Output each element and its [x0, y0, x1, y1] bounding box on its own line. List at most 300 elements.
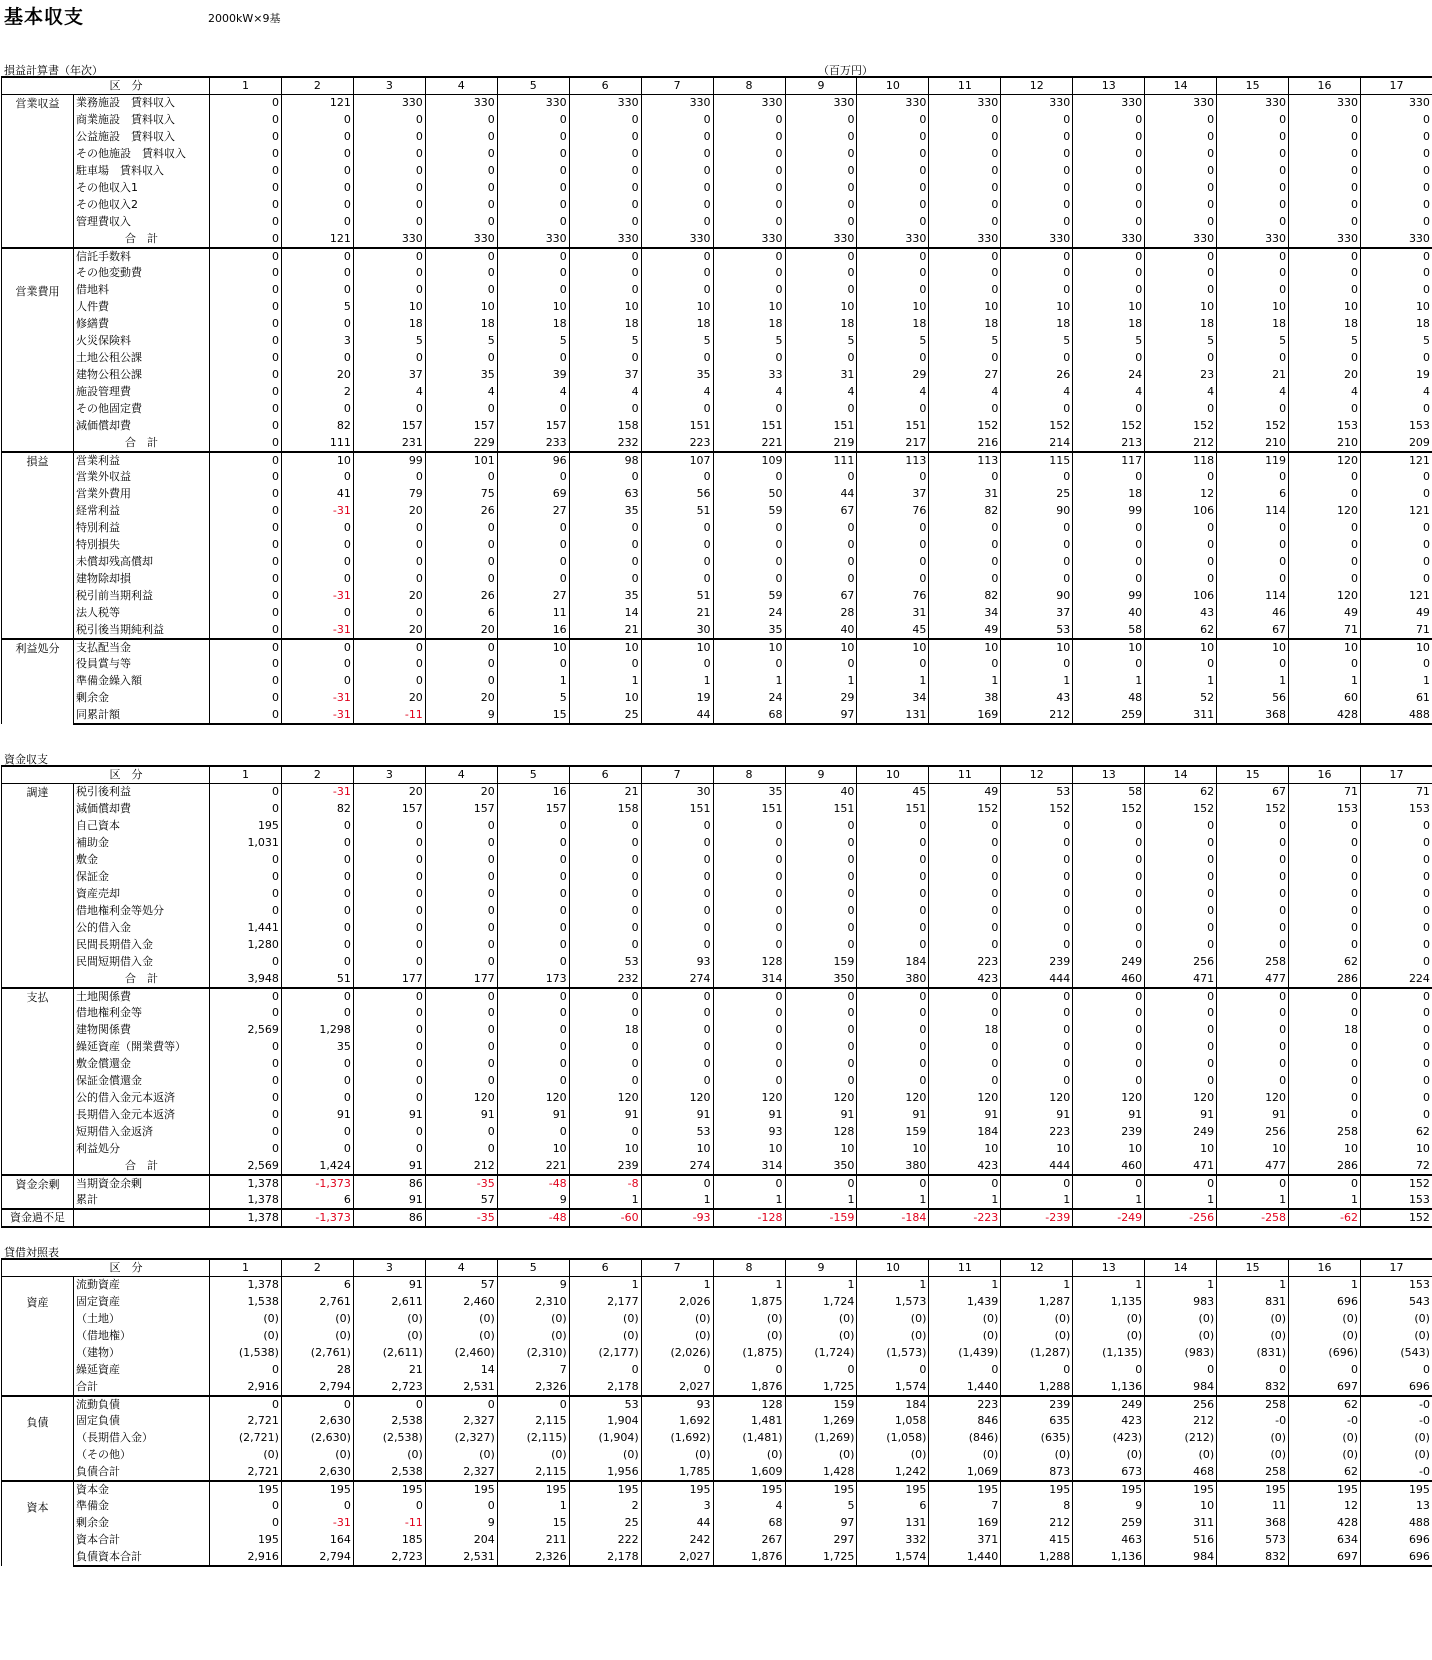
value-cell: 1,609	[713, 1464, 785, 1481]
value-cell: -1,373	[281, 1209, 353, 1227]
value-cell: 30	[641, 784, 713, 801]
value-cell: 0	[281, 112, 353, 129]
value-cell: 0	[929, 571, 1001, 588]
value-cell: 0	[210, 180, 282, 197]
value-cell: 0	[210, 1039, 282, 1056]
table-row	[2, 1498, 1432, 1515]
value-cell: 0	[713, 1039, 785, 1056]
value-cell: 20	[353, 622, 425, 639]
value-cell: 0	[497, 282, 569, 299]
value-cell: 444	[1001, 971, 1073, 988]
value-cell: 0	[425, 401, 497, 418]
value-cell: (2,310)	[497, 1345, 569, 1362]
value-cell: 56	[641, 486, 713, 503]
value-cell: 13	[1361, 1498, 1432, 1515]
value-cell: 20	[1289, 367, 1361, 384]
value-cell: 1	[713, 1192, 785, 1209]
value-cell: 0	[210, 452, 282, 469]
value-cell: 153	[1361, 1277, 1432, 1294]
table-row	[2, 384, 1432, 401]
value-cell: 0	[281, 903, 353, 920]
value-cell: 0	[1361, 1056, 1432, 1073]
row-label: 営業外収益	[74, 469, 210, 486]
row-label: 自己資本	[74, 818, 210, 835]
value-cell: 0	[1217, 129, 1289, 146]
value-cell: 82	[281, 418, 353, 435]
table-row	[2, 937, 1432, 954]
value-cell: 0	[641, 520, 713, 537]
value-cell: 239	[569, 1158, 641, 1175]
value-cell: 0	[1073, 1022, 1145, 1039]
value-cell: 0	[1073, 248, 1145, 265]
value-cell: -31	[281, 503, 353, 520]
table-row	[2, 1413, 1432, 1430]
value-cell: 0	[281, 248, 353, 265]
value-cell: 0	[785, 146, 857, 163]
value-cell: 0	[785, 656, 857, 673]
value-cell: 0	[425, 520, 497, 537]
value-cell: 0	[1073, 1056, 1145, 1073]
row-label: 合計	[74, 1379, 210, 1396]
year-header: 4	[425, 1259, 497, 1277]
value-cell: (696)	[1289, 1345, 1361, 1362]
value-cell: 0	[713, 554, 785, 571]
value-cell: 0	[1217, 656, 1289, 673]
value-cell: 212	[1001, 1515, 1073, 1532]
value-cell: 20	[425, 690, 497, 707]
value-cell: 21	[353, 1362, 425, 1379]
value-cell: 195	[857, 1481, 929, 1498]
value-cell: 34	[857, 690, 929, 707]
value-cell: (0)	[281, 1328, 353, 1345]
value-cell: 0	[353, 937, 425, 954]
value-cell: 0	[1073, 988, 1145, 1005]
value-cell: 195	[1073, 1481, 1145, 1498]
value-cell: 0	[1073, 1005, 1145, 1022]
value-cell: 1,574	[857, 1379, 929, 1396]
value-cell: 0	[641, 129, 713, 146]
value-cell: 2,027	[641, 1549, 713, 1566]
value-cell: 0	[1073, 937, 1145, 954]
value-cell: 831	[1217, 1294, 1289, 1311]
value-cell: 10	[1145, 299, 1217, 316]
value-cell: 4	[1361, 384, 1432, 401]
profit-loss-table	[1, 76, 1432, 725]
value-cell: 0	[857, 146, 929, 163]
value-cell: 0	[713, 520, 785, 537]
value-cell: 151	[785, 801, 857, 818]
value-cell: 195	[210, 1481, 282, 1498]
table-row	[2, 1481, 1432, 1498]
value-cell: 1,135	[1073, 1294, 1145, 1311]
value-cell: 5	[569, 333, 641, 350]
value-cell: 0	[569, 197, 641, 214]
value-cell: 0	[785, 835, 857, 852]
value-cell: 311	[1145, 1515, 1217, 1532]
value-cell: 0	[641, 988, 713, 1005]
value-cell: 0	[1145, 1073, 1217, 1090]
value-cell: 0	[785, 920, 857, 937]
value-cell: 113	[929, 452, 1001, 469]
value-cell: 0	[641, 571, 713, 588]
value-cell: 26	[425, 588, 497, 605]
value-cell: 61	[1361, 690, 1432, 707]
value-cell: 152	[1073, 418, 1145, 435]
value-cell: 0	[497, 869, 569, 886]
value-cell: 153	[1361, 418, 1432, 435]
value-cell: 0	[1361, 937, 1432, 954]
value-cell: 330	[1001, 231, 1073, 248]
value-cell: -35	[425, 1175, 497, 1192]
value-cell: 0	[1001, 163, 1073, 180]
value-cell: 0	[210, 316, 282, 333]
table-row	[2, 588, 1432, 605]
value-cell: 1,280	[210, 937, 282, 954]
value-cell: 91	[785, 1107, 857, 1124]
value-cell: 10	[1001, 299, 1073, 316]
value-cell: 93	[641, 954, 713, 971]
value-cell: 444	[1001, 1158, 1073, 1175]
row-label: 公益施設 賃料収入	[74, 129, 210, 146]
value-cell: 195	[1001, 1481, 1073, 1498]
value-cell: 0	[569, 818, 641, 835]
value-cell: 634	[1289, 1532, 1361, 1549]
value-cell: 0	[641, 1005, 713, 1022]
value-cell: 0	[641, 886, 713, 903]
value-cell: 330	[929, 95, 1001, 112]
value-cell: 2,723	[353, 1549, 425, 1566]
value-cell: 0	[425, 265, 497, 282]
balance-sheet-section-title: 貸借対照表	[4, 1246, 59, 1259]
value-cell: 0	[569, 886, 641, 903]
value-cell: (0)	[497, 1447, 569, 1464]
value-cell: 0	[929, 520, 1001, 537]
table-row	[2, 520, 1432, 537]
value-cell: (0)	[1145, 1311, 1217, 1328]
row-label: 剰余金	[74, 1515, 210, 1532]
value-cell: 0	[857, 248, 929, 265]
row-label: 負債資本合計	[74, 1549, 210, 1566]
value-cell: 0	[785, 903, 857, 920]
value-cell: 0	[641, 835, 713, 852]
value-cell: 0	[713, 401, 785, 418]
value-cell: 0	[281, 1005, 353, 1022]
value-cell: 0	[1361, 571, 1432, 588]
value-cell: 33	[713, 367, 785, 384]
value-cell: 2,723	[353, 1379, 425, 1396]
value-cell: 0	[1289, 1073, 1361, 1090]
value-cell: (2,115)	[497, 1430, 569, 1447]
value-cell: 18	[353, 316, 425, 333]
value-cell: 0	[425, 1498, 497, 1515]
value-cell: (1,269)	[785, 1430, 857, 1447]
year-header: 12	[1001, 1259, 1073, 1277]
value-cell: 0	[785, 1073, 857, 1090]
value-cell: 0	[353, 1005, 425, 1022]
value-cell: 2	[281, 384, 353, 401]
value-cell: (831)	[1217, 1345, 1289, 1362]
value-cell: 1,439	[929, 1294, 1001, 1311]
value-cell: 10	[1361, 639, 1432, 656]
value-cell: 1,573	[857, 1294, 929, 1311]
value-cell: 330	[1001, 95, 1073, 112]
value-cell: 184	[857, 1396, 929, 1413]
value-cell: 76	[857, 588, 929, 605]
row-label: 固定資産	[74, 1294, 210, 1311]
value-cell: 10	[929, 639, 1001, 656]
value-cell: (0)	[353, 1311, 425, 1328]
value-cell: 242	[641, 1532, 713, 1549]
year-header: 3	[353, 766, 425, 784]
value-cell: 18	[713, 316, 785, 333]
value-cell: 0	[713, 903, 785, 920]
value-cell: 24	[713, 605, 785, 622]
value-cell: 1,288	[1001, 1549, 1073, 1566]
value-cell: 0	[929, 146, 1001, 163]
value-cell: 29	[857, 367, 929, 384]
value-cell: 23	[1145, 367, 1217, 384]
value-cell: 10	[857, 639, 929, 656]
table-row	[2, 554, 1432, 571]
value-cell: 44	[641, 1515, 713, 1532]
value-cell: 1	[713, 1277, 785, 1294]
value-cell: 0	[641, 537, 713, 554]
value-cell: 0	[929, 214, 1001, 231]
value-cell: 0	[353, 954, 425, 971]
value-cell: 0	[1361, 537, 1432, 554]
value-cell: 0	[857, 554, 929, 571]
value-cell: 696	[1361, 1532, 1432, 1549]
category-text: 調達	[26, 786, 49, 799]
value-cell: 0	[1361, 401, 1432, 418]
value-cell: 0	[857, 886, 929, 903]
category-text: 資金過不足	[10, 1210, 65, 1224]
value-cell: 1,876	[713, 1549, 785, 1566]
balance-sheet-table	[1, 1258, 1432, 1567]
value-cell: -239	[1001, 1209, 1073, 1227]
value-cell: 0	[1361, 486, 1432, 503]
value-cell: 0	[1361, 265, 1432, 282]
value-cell: 696	[1361, 1549, 1432, 1566]
value-cell: 0	[497, 1022, 569, 1039]
value-cell: 195	[713, 1481, 785, 1498]
year-header: 11	[929, 766, 1001, 784]
year-header: 2	[281, 766, 353, 784]
year-header: 3	[353, 77, 425, 95]
value-cell: 2,794	[281, 1549, 353, 1566]
value-cell: 1,441	[210, 920, 282, 937]
header-blank	[2, 766, 74, 784]
value-cell: 1,031	[210, 835, 282, 852]
row-label: 準備金繰入額	[74, 673, 210, 690]
value-cell: 0	[1145, 469, 1217, 486]
value-cell: 18	[1001, 316, 1073, 333]
value-cell: 58	[1073, 622, 1145, 639]
value-cell: 4	[1145, 384, 1217, 401]
value-cell: 86	[353, 1175, 425, 1192]
value-cell: 0	[857, 835, 929, 852]
value-cell: 0	[1289, 469, 1361, 486]
value-cell: 330	[1073, 95, 1145, 112]
category-label	[2, 784, 74, 988]
value-cell: 0	[1289, 852, 1361, 869]
value-cell: 0	[1145, 937, 1217, 954]
value-cell: 0	[1001, 282, 1073, 299]
table-row	[2, 469, 1432, 486]
value-cell: 58	[1073, 784, 1145, 801]
value-cell: 109	[713, 452, 785, 469]
value-cell: -0	[1361, 1396, 1432, 1413]
category-text: 負債	[26, 1415, 49, 1429]
row-label: その他施設 賃料収入	[74, 146, 210, 163]
value-cell: 0	[1073, 1073, 1145, 1090]
value-cell: 0	[713, 248, 785, 265]
value-cell: 221	[497, 1158, 569, 1175]
value-cell: 0	[210, 707, 282, 724]
value-cell: 20	[281, 367, 353, 384]
row-label: その他収入1	[74, 180, 210, 197]
table-row	[2, 1396, 1432, 1413]
value-cell: 0	[1073, 129, 1145, 146]
row-label: 繰延資産（開業費等）	[74, 1039, 210, 1056]
value-cell: 37	[1001, 605, 1073, 622]
value-cell: 5	[425, 333, 497, 350]
value-cell: 0	[1145, 920, 1217, 937]
value-cell: 151	[857, 418, 929, 435]
value-cell: (0)	[569, 1328, 641, 1345]
value-cell: 53	[569, 1396, 641, 1413]
value-cell: -31	[281, 588, 353, 605]
value-cell: 0	[281, 954, 353, 971]
value-cell: 423	[1073, 1413, 1145, 1430]
value-cell: 0	[857, 903, 929, 920]
value-cell: 2,026	[641, 1294, 713, 1311]
value-cell: 0	[785, 401, 857, 418]
value-cell: 68	[713, 1515, 785, 1532]
value-cell: 0	[857, 350, 929, 367]
value-cell: 19	[641, 690, 713, 707]
value-cell: 10	[1073, 299, 1145, 316]
value-cell: 0	[1289, 903, 1361, 920]
row-label: 民間短期借入金	[74, 954, 210, 971]
value-cell: 1,287	[1001, 1294, 1073, 1311]
value-cell: 120	[497, 1090, 569, 1107]
value-cell: 9	[1073, 1498, 1145, 1515]
value-cell: 0	[353, 350, 425, 367]
value-cell: 2,531	[425, 1549, 497, 1566]
value-cell: 82	[929, 503, 1001, 520]
value-cell: (0)	[425, 1311, 497, 1328]
value-cell: 1,724	[785, 1294, 857, 1311]
value-cell: 5	[785, 333, 857, 350]
value-cell: 0	[1289, 112, 1361, 129]
row-label: 修繕費	[74, 316, 210, 333]
value-cell: 0	[1073, 554, 1145, 571]
value-cell: 0	[1001, 197, 1073, 214]
value-cell: 151	[785, 418, 857, 435]
value-cell: 1	[1001, 1192, 1073, 1209]
value-cell: 25	[1001, 486, 1073, 503]
value-cell: 0	[353, 129, 425, 146]
value-cell: 18	[497, 316, 569, 333]
value-cell: 1	[785, 1192, 857, 1209]
value-cell: 0	[1361, 112, 1432, 129]
value-cell: 543	[1361, 1294, 1432, 1311]
value-cell: 0	[713, 214, 785, 231]
value-cell: 0	[929, 835, 1001, 852]
value-cell: 9	[425, 1515, 497, 1532]
value-cell: 152	[1217, 801, 1289, 818]
row-label: 民間長期借入金	[74, 937, 210, 954]
value-cell: 195	[1217, 1481, 1289, 1498]
value-cell: 0	[497, 350, 569, 367]
value-cell: 0	[1289, 248, 1361, 265]
value-cell: 0	[281, 1396, 353, 1413]
header-blank	[2, 1259, 74, 1277]
value-cell: 2,177	[569, 1294, 641, 1311]
value-cell: 0	[641, 937, 713, 954]
value-cell: 56	[1217, 690, 1289, 707]
value-cell: 35	[713, 784, 785, 801]
value-cell: 0	[1145, 180, 1217, 197]
value-cell: 0	[425, 1056, 497, 1073]
value-cell: 0	[1289, 920, 1361, 937]
value-cell: 128	[785, 1124, 857, 1141]
value-cell: 0	[929, 112, 1001, 129]
value-cell: 0	[1001, 401, 1073, 418]
value-cell: 2,611	[353, 1294, 425, 1311]
value-cell: 0	[1289, 1090, 1361, 1107]
value-cell: 120	[1145, 1090, 1217, 1107]
value-cell: 67	[785, 503, 857, 520]
value-cell: 153	[1289, 418, 1361, 435]
value-cell: 10	[281, 452, 353, 469]
value-cell: 11	[497, 605, 569, 622]
value-cell: (0)	[713, 1328, 785, 1345]
value-cell: 0	[1361, 248, 1432, 265]
value-cell: 29	[785, 690, 857, 707]
value-cell: 477	[1217, 1158, 1289, 1175]
value-cell: 4	[1073, 384, 1145, 401]
value-cell: 0	[210, 1073, 282, 1090]
value-cell: 0	[425, 554, 497, 571]
row-label: 公的借入金	[74, 920, 210, 937]
value-cell: -249	[1073, 1209, 1145, 1227]
value-cell: 39	[497, 367, 569, 384]
value-cell: 0	[929, 248, 1001, 265]
value-cell: 1,269	[785, 1413, 857, 1430]
value-cell: 1,424	[281, 1158, 353, 1175]
value-cell: 0	[497, 988, 569, 1005]
cash-flow-table	[1, 765, 1432, 1228]
value-cell: 43	[1145, 605, 1217, 622]
value-cell: 91	[1145, 1107, 1217, 1124]
value-cell: 0	[929, 1056, 1001, 1073]
value-cell: 0	[1145, 852, 1217, 869]
value-cell: 0	[425, 1022, 497, 1039]
value-cell: 0	[353, 818, 425, 835]
value-cell: 0	[281, 988, 353, 1005]
value-cell: 0	[1001, 469, 1073, 486]
value-cell: 330	[857, 231, 929, 248]
value-cell: 0	[929, 180, 1001, 197]
value-cell: 0	[1001, 248, 1073, 265]
value-cell: 0	[210, 537, 282, 554]
value-cell: 0	[569, 571, 641, 588]
value-cell: 1,725	[785, 1549, 857, 1566]
value-cell: 152	[1361, 1209, 1432, 1227]
year-header: 8	[713, 77, 785, 95]
